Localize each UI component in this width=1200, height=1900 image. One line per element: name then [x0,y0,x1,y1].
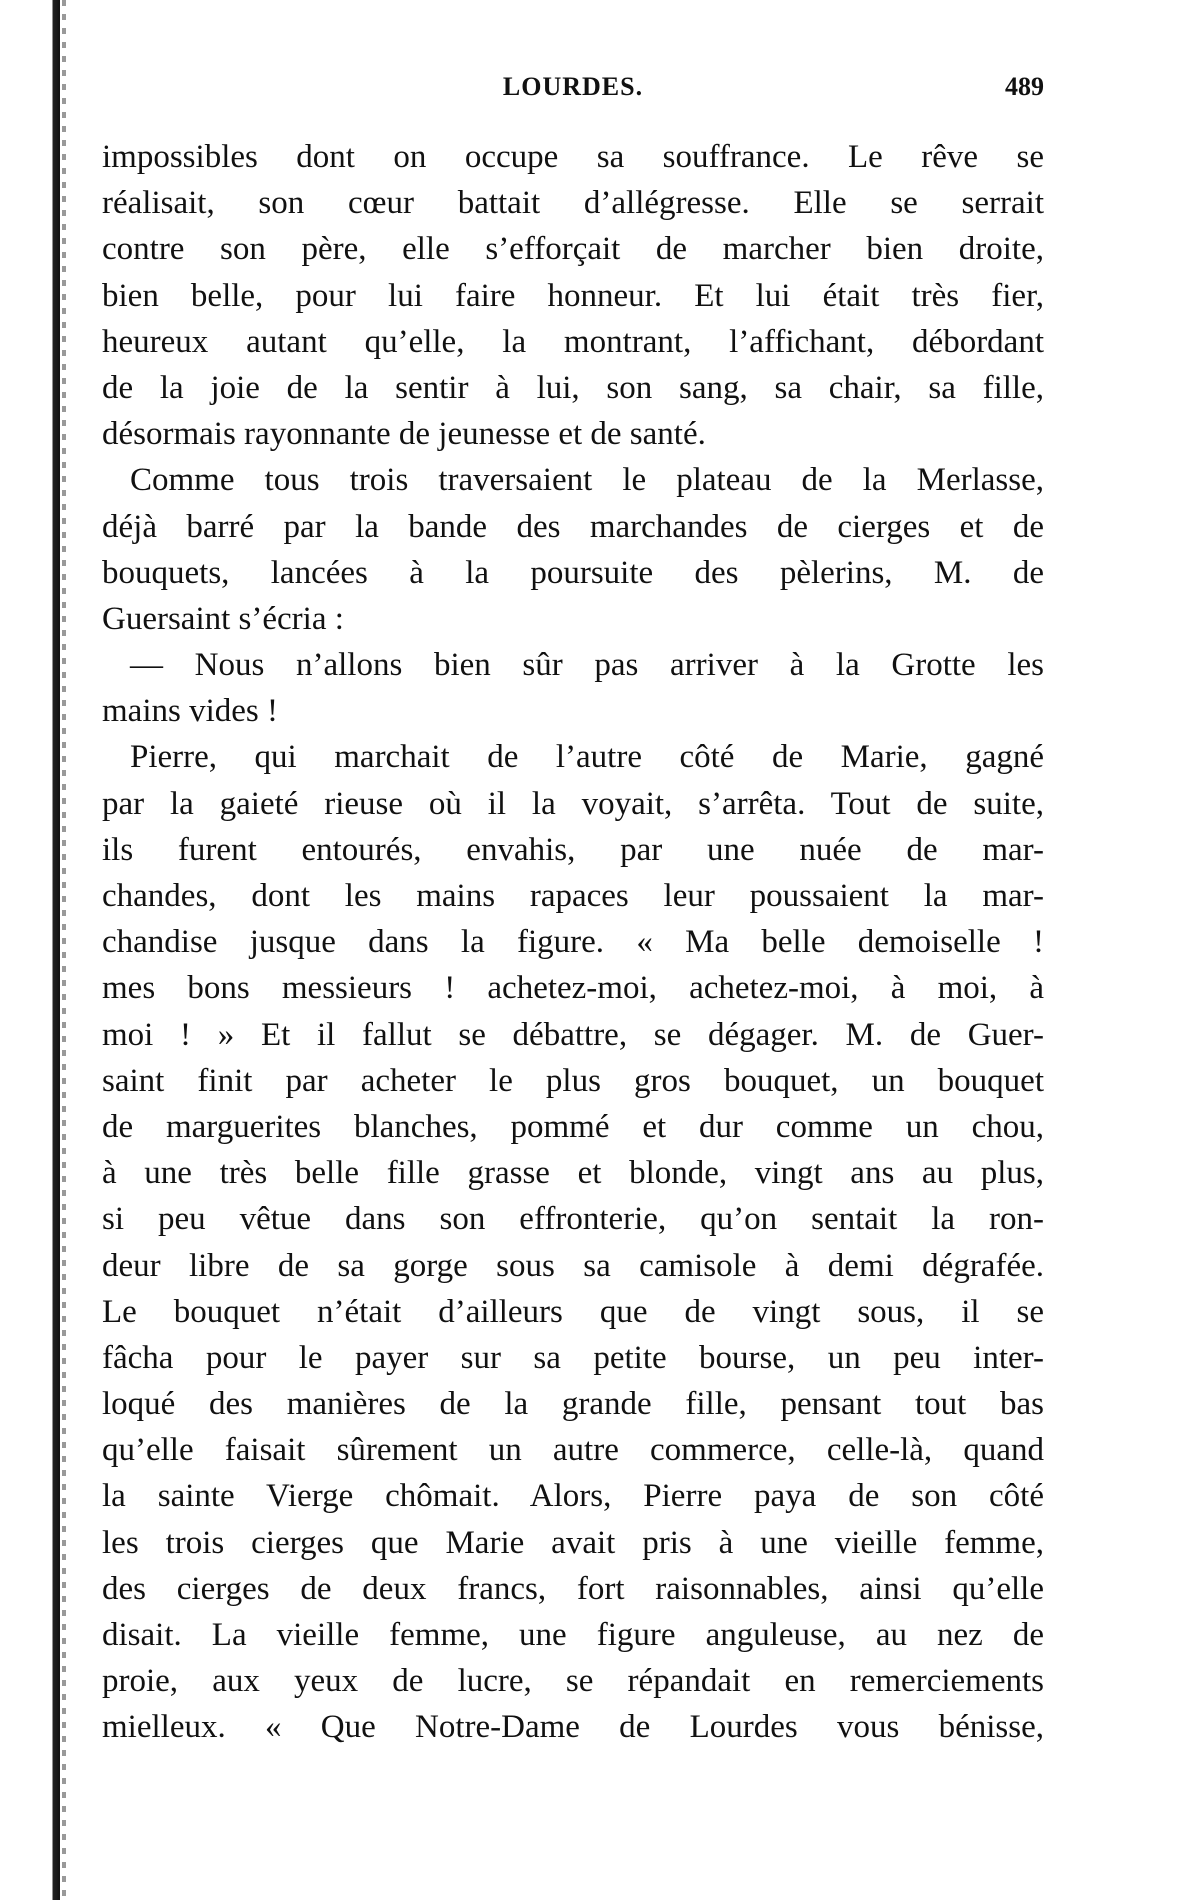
book-binding-edge-texture [62,0,66,1900]
text-line: mielleux. « Que Notre-Dame de Lourdes vous bénisse, [102,1709,1044,1746]
text-line: proie, aux yeux de lucre, se répandait en remerciements [102,1663,1044,1700]
page-header [102,72,1044,108]
text-line: deur libre de sa gorge sous sa camisole à demi dégrafée. [102,1247,1044,1284]
text-line: désormais rayonnante de jeunesse et de santé. [102,416,706,453]
text-line: Comme tous trois traversaient le plateau de la Merlasse, [130,462,1044,499]
text-line: si peu vêtue dans son effronterie, qu’on sentait la ron- [102,1201,1044,1238]
text-line: de la joie de la sentir à lui, son sang, sa chair, sa fille, [102,369,1044,406]
running-title: LOURDES. [502,72,644,101]
text-line: bien belle, pour lui faire honneur. Et lui était très fier, [102,277,1044,314]
text-line: mains vides ! [102,693,278,730]
text-line: les trois cierges que Marie avait pris à une vieille femme, [102,1524,1044,1561]
text-line: impossibles dont on occupe sa souffrance. Le rêve se [102,139,1044,175]
text-line: ils furent entourés, envahis, par une nuée de mar- [102,831,1044,868]
text-line: disait. La vieille femme, une figure anguleuse, au nez de [102,1617,1044,1653]
text-line: Le bouquet n’était d’ailleurs que de vingt sous, il se [102,1293,1044,1330]
text-line: mes bons messieurs ! achetez-moi, achetez-moi, à moi, à [102,970,1044,1007]
text-line: chandise jusque dans la figure. « Ma belle demoiselle ! [102,924,1044,961]
text-line: la sainte Vierge chômait. Alors, Pierre paya de son côté [102,1478,1044,1515]
text-line: des cierges de deux francs, fort raisonnables, ainsi qu’elle [102,1570,1044,1607]
text-line: — Nous n’allons bien sûr pas arriver à la Grotte les [130,647,1044,684]
text-line: saint finit par acheter le plus gros bouquet, un bouquet [102,1062,1044,1099]
text-line: Guersaint s’écria : [102,600,344,637]
text-line: moi ! » Et il fallut se débattre, se dégager. M. de Guer- [102,1016,1044,1053]
book-binding-edge [0,0,60,1900]
text-line: contre son père, elle s’efforçait de marcher bien droite, [102,231,1044,268]
text-line: qu’elle faisait sûrement un autre commerce, celle-là, quand [102,1432,1044,1469]
text-line: Pierre, qui marchait de l’autre côté de Marie, gagné [130,739,1044,776]
text-line: heureux autant qu’elle, la montrant, l’affichant, débordant [102,323,1044,360]
text-line: fâcha pour le payer sur sa petite bourse, un peu inter- [102,1339,1044,1376]
text-line: chandes, dont les mains rapaces leur poussaient la mar- [102,878,1044,914]
text-line: par la gaieté rieuse où il la voyait, s’arrêta. Tout de suite, [102,785,1044,822]
text-line: loqué des manières de la grande fille, pensant tout bas [102,1386,1044,1423]
body-text [102,134,1044,1751]
page-number: 489 [1005,72,1044,101]
text-line: à une très belle fille grasse et blonde, vingt ans au plus, [102,1155,1044,1192]
text-line: bouquets, lancées à la poursuite des pèlerins, M. de [102,554,1044,591]
text-line: de marguerites blanches, pommé et dur comme un chou, [102,1108,1044,1145]
text-line: déjà barré par la bande des marchandes de cierges et de [102,508,1044,545]
text-line: réalisait, son cœur battait d’allégresse. Elle se serrait [102,185,1044,222]
